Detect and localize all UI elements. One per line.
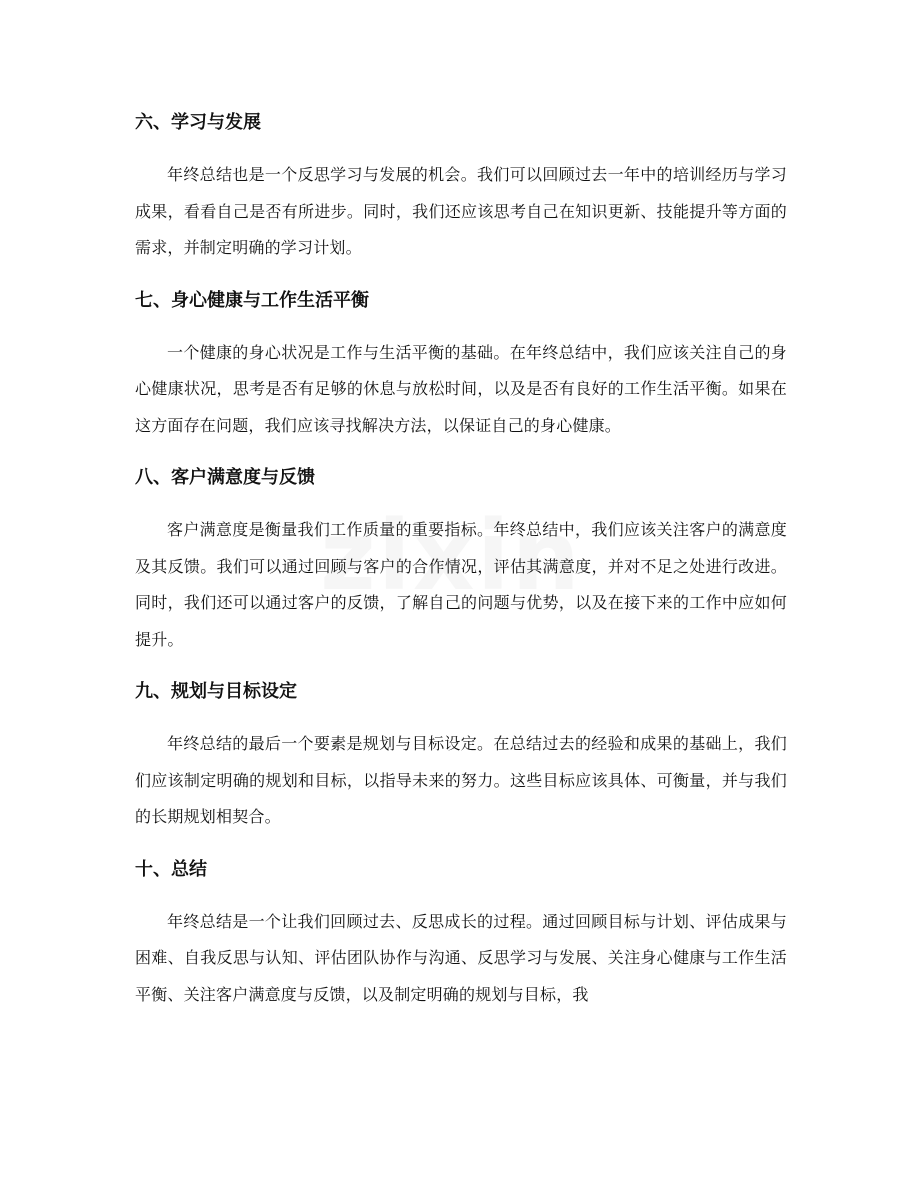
section-heading: 七、身心健康与工作生活平衡 [135,289,369,311]
section-paragraph: 一个健康的身心状况是工作与生活平衡的基础。在年终总结中，我们应该关注自己的身心健康状况，思考是否有足够的休息与放松时间，以及是否有良好的工作生活平衡。如果在这方面存在问题，我们应该寻找解决方法，以保证自己的身心健康。 [135,342,787,435]
section-health-balance [135,281,787,445]
document-content [135,103,787,1027]
section-heading: 十、总结 [135,858,207,880]
section-paragraph: 客户满意度是衡量我们工作质量的重要指标。年终总结中，我们应该关注客户的满意度及其反馈。我们可以通过回顾与客户的合作情况，评估其满意度，并对不足之处进行改进。同时，我们还可以通过客户的反馈，了解自己的问题与优势，以及在接下来的工作中应如何提升。 [135,520,787,649]
section-paragraph: 年终总结的最后一个要素是规划与目标设定。在总结过去的经验和成果的基础上，我们们应该制定明确的规划和目标，以指导未来的努力。这些目标应该具体、可衡量，并与我们的长期规划相契合。 [135,734,787,826]
section-heading: 九、规划与目标设定 [135,681,297,702]
section-paragraph: 年终总结是一个让我们回顾过去、反思成长的过程。通过回顾目标与计划、评估成果与困难、自我反思与认知、评估团队协作与沟通、反思学习与发展、关注身心健康与工作生活平衡、关注客户满意度与反馈，以及制定明确的规划与目标，我 [135,911,787,1004]
section-planning-goals [135,672,787,836]
section-customer-satisfaction [135,458,787,658]
section-heading: 六、学习与发展 [135,112,261,133]
section-summary [135,850,787,1014]
section-learning-development [135,103,787,267]
section-heading: 八、客户满意度与反馈 [135,467,315,488]
section-paragraph: 年终总结也是一个反思学习与发展的机会。我们可以回顾过去一年中的培训经历与学习成果，看看自己是否有所进步。同时，我们还应该思考自己在知识更新、技能提升等方面的需求，并制定明确的学习计划。 [135,165,787,257]
